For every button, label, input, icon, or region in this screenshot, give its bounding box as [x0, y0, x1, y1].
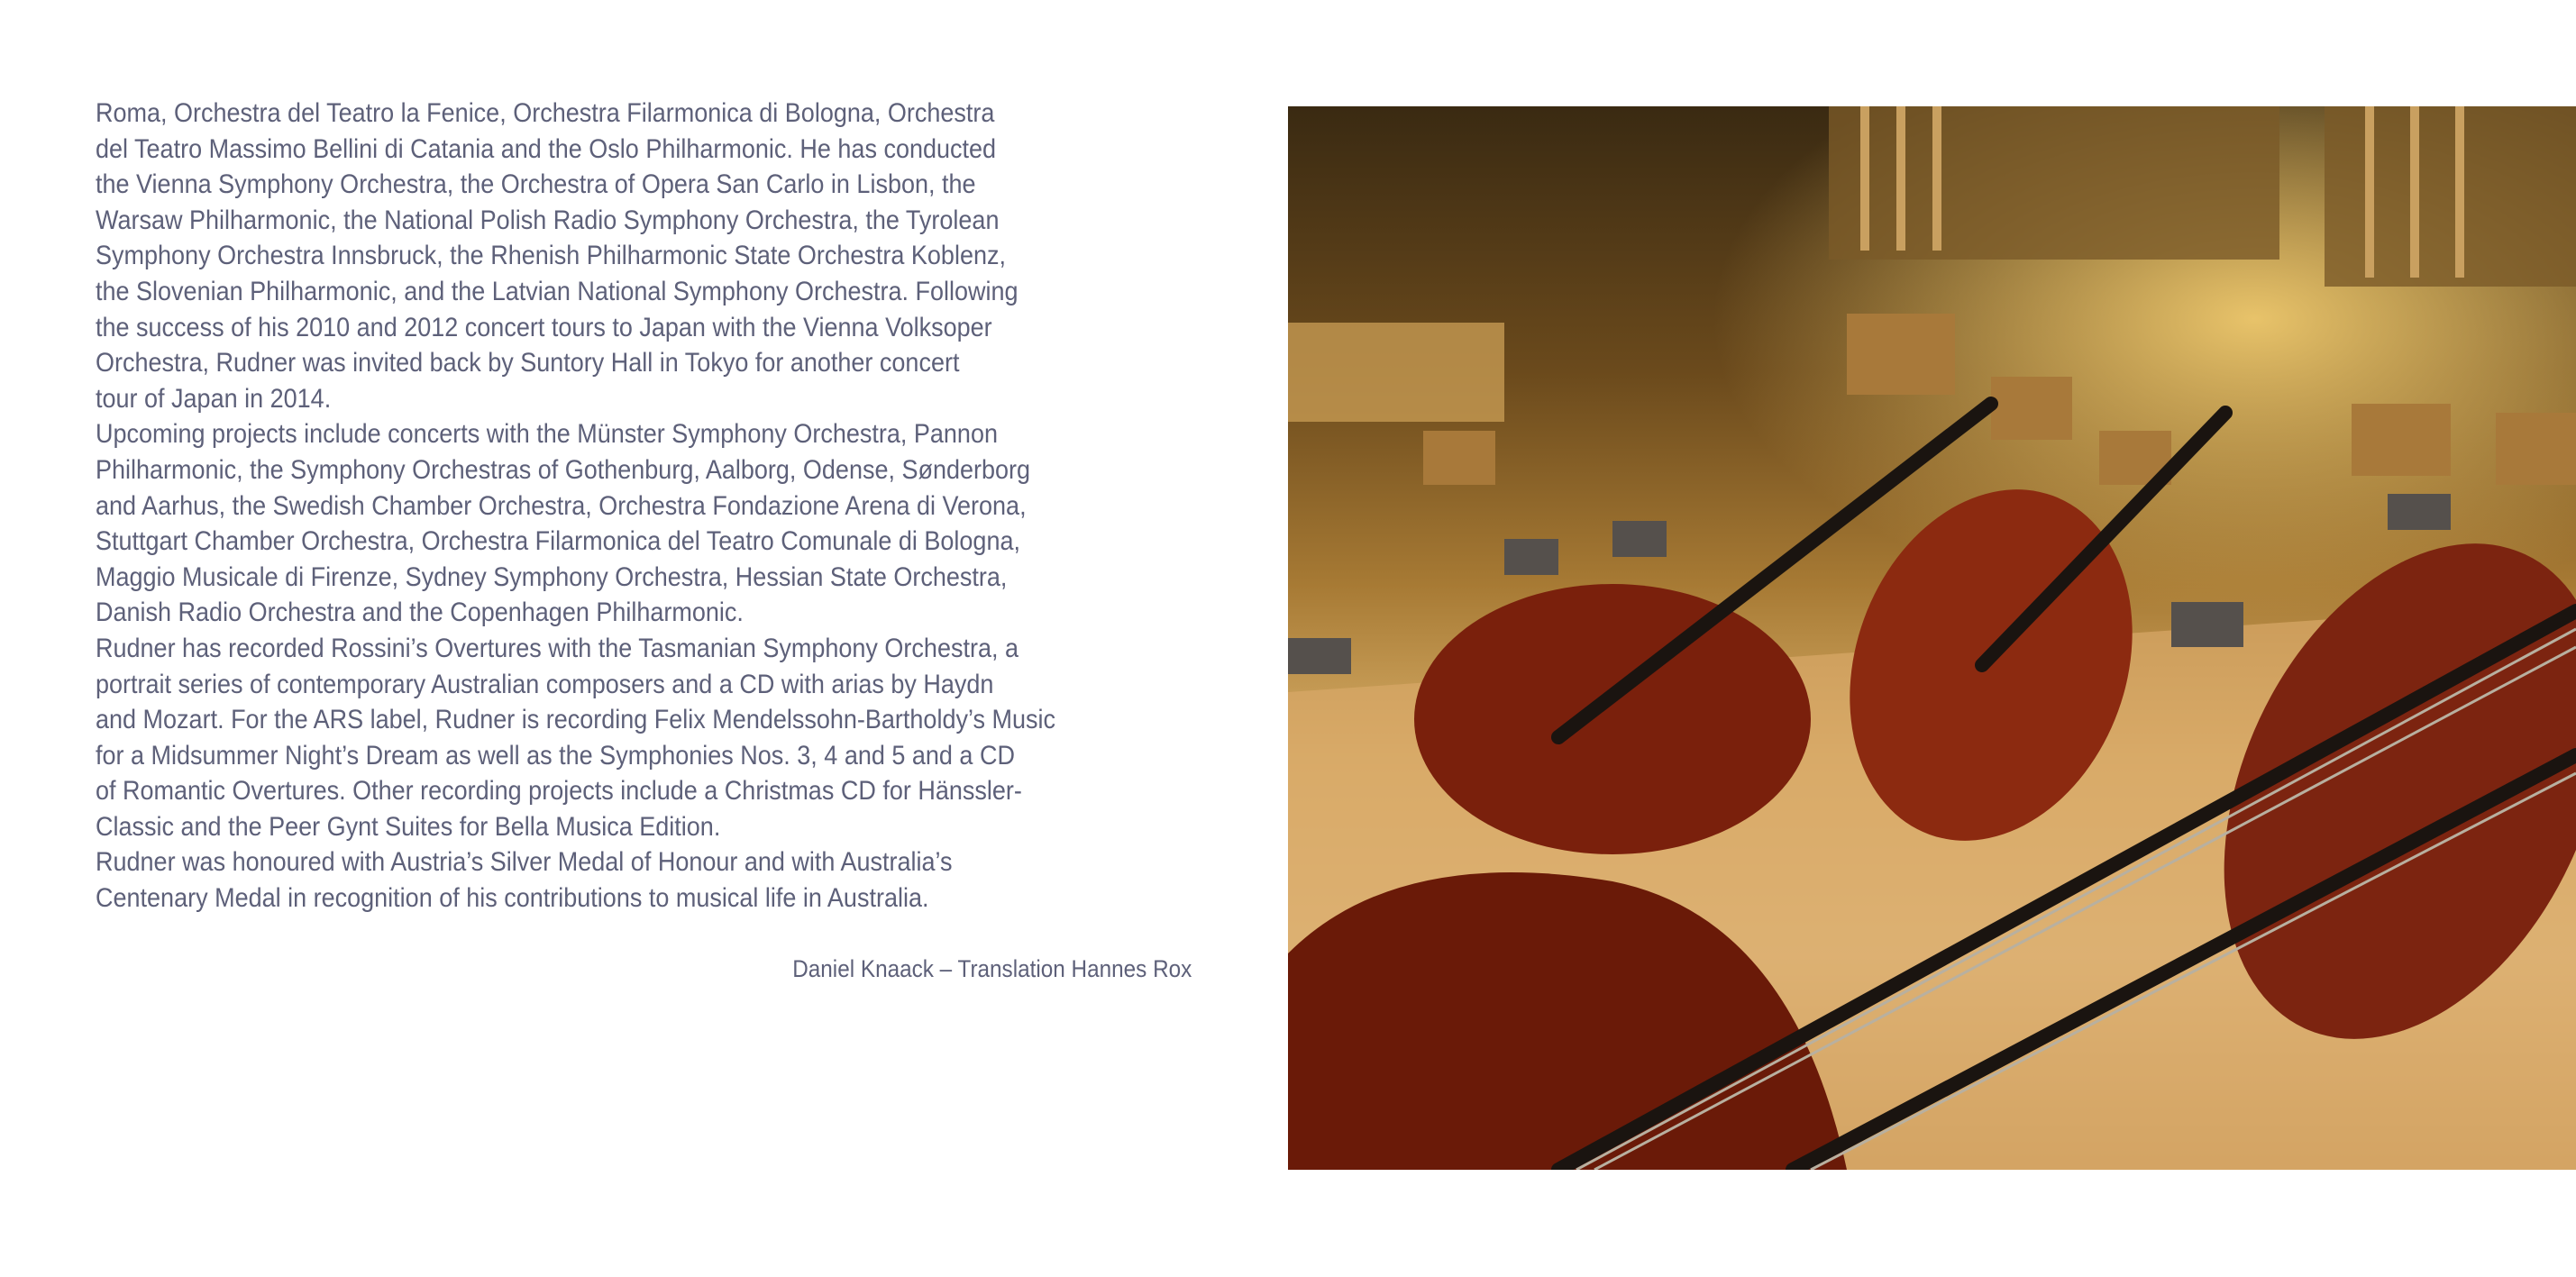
text-line: the success of his 2010 and 2012 concert tours to Japan with the Vienna Volksoper [96, 312, 992, 342]
body-text [96, 96, 1204, 917]
text-line: the Vienna Symphony Orchestra, the Orchestra of Opera San Carlo in Lisbon, the [96, 169, 976, 200]
paragraph [96, 96, 1204, 416]
text-line: Roma, Orchestra del Teatro la Fenice, Orchestra Filarmonica di Bologna, Orchestra [96, 98, 995, 128]
text-line: Stuttgart Chamber Orchestra, Orchestra Filarmonica del Teatro Comunale di Bologna, [96, 526, 1020, 557]
author-credit: Daniel Knaack – Translation Hannes Rox [791, 955, 1192, 982]
text-line: Warsaw Philharmonic, the National Polish Radio Symphony Orchestra, the Tyrolean [96, 205, 1000, 235]
text-line: the Slovenian Philharmonic, and the Latvian National Symphony Orchestra. Following [96, 276, 1019, 306]
text-line: portrait series of contemporary Australian composers and a CD with arias by Haydn [96, 669, 994, 699]
text-line: Centenary Medal in recognition of his contributions to musical life in Australia. [96, 883, 929, 914]
concert-hall-photo [1288, 106, 2576, 1170]
text-line: Rudner was honoured with Austria’s Silver Medal of Honour and with Australia’s [96, 847, 953, 878]
photo-illustration [1288, 106, 2576, 1170]
text-line: del Teatro Massimo Bellini di Catania and the Oslo Philharmonic. He has conducted [96, 133, 997, 164]
text-line: Maggio Musicale di Firenze, Sydney Symphony Orchestra, Hessian State Orchestra, [96, 561, 1008, 592]
paragraph [96, 631, 1204, 845]
text-line: Classic and the Peer Gynt Suites for Bella Musica Edition. [96, 811, 721, 842]
paragraph [96, 416, 1204, 631]
text-line: Orchestra, Rudner was invited back by Suntory Hall in Tokyo for another concert [96, 348, 960, 379]
text-line: and Mozart. For the ARS label, Rudner is recording Felix Mendelssohn-Bartholdy’s Music [96, 705, 1055, 735]
paragraph [96, 844, 1204, 916]
text-line: Symphony Orchestra Innsbruck, the Rhenish Philharmonic State Orchestra Koblenz, [96, 241, 1006, 271]
text-line: for a Midsummer Night’s Dream as well as the Symphonies Nos. 3, 4 and 5 and a CD [96, 740, 1015, 771]
text-line: of Romantic Overtures. Other recording projects include a Christmas CD for Hänssler- [96, 776, 1022, 807]
text-line: Philharmonic, the Symphony Orchestras of Gothenburg, Aalborg, Odense, Sønderborg [96, 454, 1031, 485]
text-line: Upcoming projects include concerts with the Münster Symphony Orchestra, Pannon [96, 419, 998, 450]
text-line: Danish Radio Orchestra and the Copenhagen Philharmonic. [96, 597, 744, 628]
text-line: tour of Japan in 2014. [96, 383, 332, 414]
text-line: and Aarhus, the Swedish Chamber Orchestra, Orchestra Fondazione Arena di Verona, [96, 490, 1027, 521]
text-line: Rudner has recorded Rossini’s Overtures with the Tasmanian Symphony Orchestra, a [96, 633, 1019, 663]
